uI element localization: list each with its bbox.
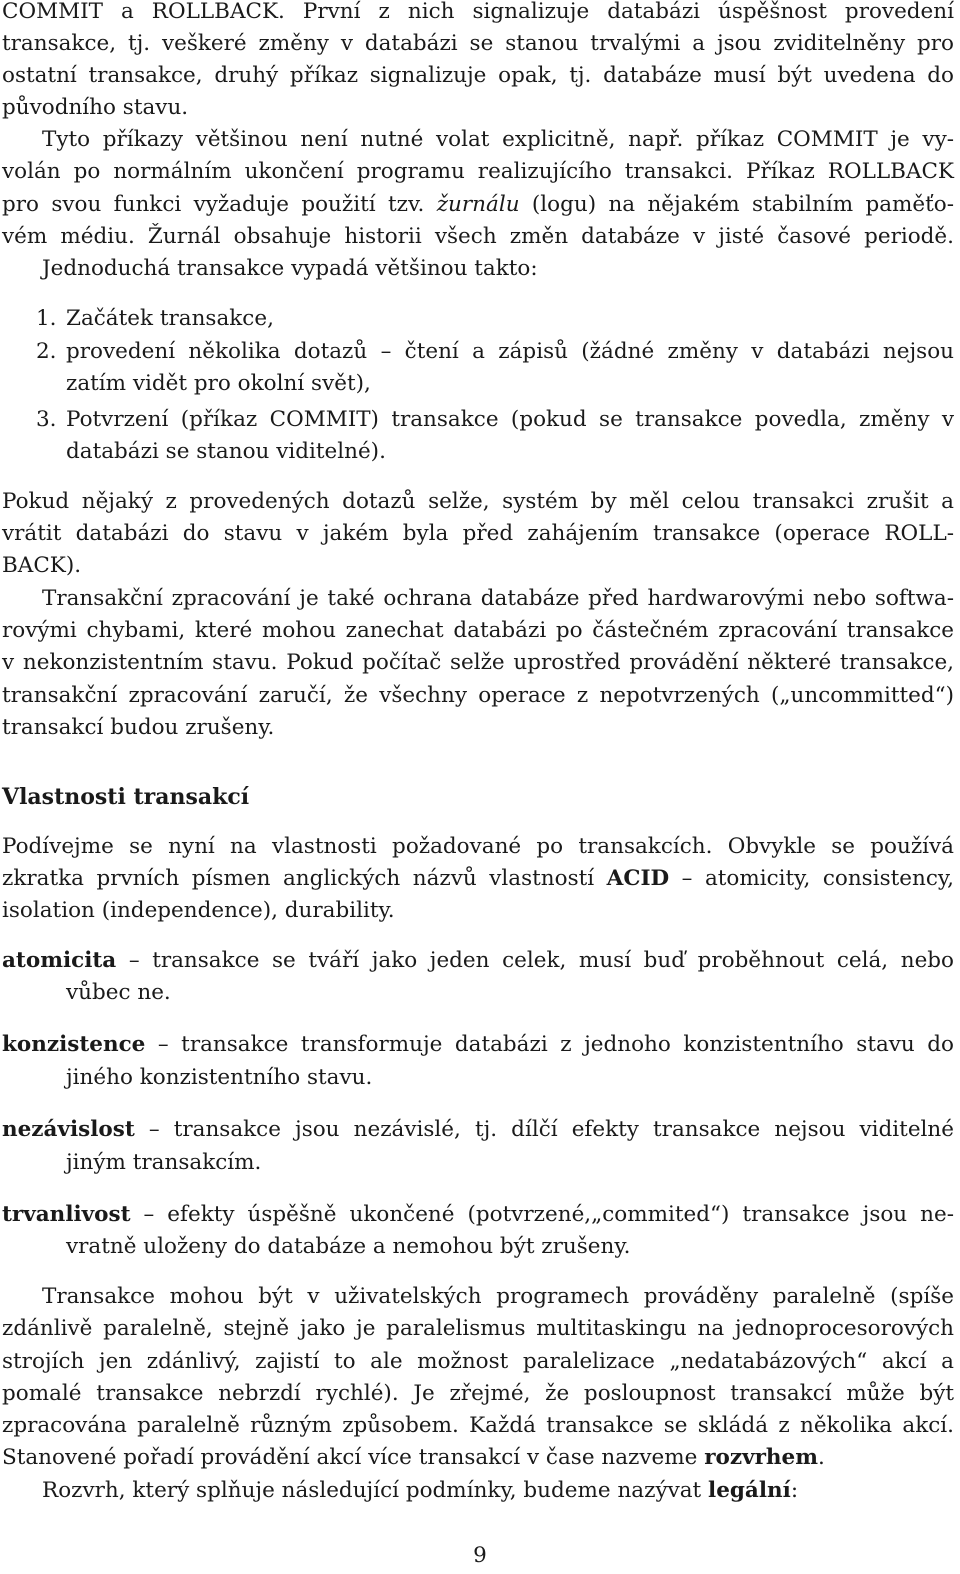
props-line-3: isolation (independence), durability. — [2, 898, 395, 923]
commands-text: pro svou funkci vyžaduje použití tzv. — [2, 192, 437, 217]
step-number: 1. — [36, 306, 57, 331]
parallel-line-1: Transakce mohou být v uživatelských programech prováděny paralelně (spíše — [42, 1284, 954, 1309]
term-legalni: legální — [708, 1478, 791, 1503]
legal-text: Rozvrh, který splňuje následující podmínky, budeme nazývat — [42, 1478, 709, 1503]
property-isolation-cont: jiným transakcím. — [66, 1150, 262, 1175]
emphasis-zurnal: žurnálu — [436, 192, 520, 217]
intro-line-2: transakce, tj. veškeré změny v databázi se stanou trvalými a jsou zviditelněny pro — [2, 31, 954, 56]
legal-text: : — [790, 1478, 799, 1503]
step-3-cont: databázi se stanou viditelné). — [66, 439, 386, 464]
property-durability-cont: vratně uloženy do databáze a nemohou být zrušeny. — [66, 1234, 631, 1259]
commands-line-3 — [2, 189, 954, 221]
legal-line — [42, 1475, 954, 1507]
step-number: 2. — [36, 339, 57, 364]
property-desc: – efekty úspěšně ukončené (potvrzené,„commited“) transakce jsou ne- — [130, 1202, 954, 1227]
commands-line-4: vém médiu. Žurnál obsahuje historii všech změn databáze v jisté časové periodě. — [2, 224, 954, 249]
protect-line-3: v nekonzistentním stavu. Pokud počítač selže uprostřed provádění některé transakce, — [2, 650, 954, 675]
fail-line-1: Pokud nějaký z provedených dotazů selže, systém by měl celou transakci zrušit a — [2, 489, 954, 514]
property-atomicity-cont: vůbec ne. — [66, 980, 171, 1005]
simple-transaction-intro: Jednoduchá transakce vypadá většinou takto: — [42, 256, 538, 281]
fail-line-2: vrátit databázi do stavu v jakém byla před zahájením transakce (operace ROLL- — [2, 521, 954, 546]
property-durability — [2, 1199, 954, 1231]
property-consistency-cont: jiného konzistentního stavu. — [66, 1065, 373, 1090]
step-text: provedení několika dotazů – čtení a zápisů (žádné změny v databázi nejsou — [66, 339, 954, 364]
props-text: zkratka prvních písmen anglických názvů vlastností — [2, 866, 607, 891]
step-text: Začátek transakce, — [66, 306, 274, 331]
term-rozvrh: rozvrhem — [704, 1445, 818, 1470]
protect-line-4: transakční zpracování zaručí, že všechny operace z nepotvrzených („uncommitted“) — [2, 683, 954, 708]
protect-line-5: transakcí budou zrušeny. — [2, 715, 275, 740]
protect-line-2: rovými chybami, které mohou zanechat databázi po částečném zpracování transakce — [2, 618, 954, 643]
parallel-text: Stanovené pořadí provádění akcí více transakcí v čase nazveme — [2, 1445, 705, 1470]
parallel-line-4: pomalé transakce nebrzdí rychlé). Je zřejmé, že posloupnost transakcí může být — [2, 1381, 954, 1406]
intro-line-3: ostatní transakce, druhý příkaz signalizuje opak, tj. databáze musí být uvedena do — [2, 63, 954, 88]
property-atomicity — [2, 945, 954, 977]
intro-line-4: původního stavu. — [2, 95, 189, 120]
commands-line-1: Tyto příkazy většinou není nutné volat explicitně, např. příkaz COMMIT je vy- — [42, 127, 954, 152]
step-2-cont: zatím vidět pro okolní svět), — [66, 371, 371, 396]
property-term: nezávislost — [2, 1117, 135, 1142]
step-number: 3. — [36, 407, 57, 432]
property-desc: – transakce transformuje databázi z jednoho konzistentního stavu do — [145, 1032, 954, 1057]
parallel-line-5: zpracována paralelně různým způsobem. Každá transakce se skládá z několika akcí. — [2, 1413, 954, 1438]
props-text: – atomicity, consistency, — [669, 866, 954, 891]
property-desc: – transakce se tváří jako jeden celek, musí buď proběhnout celá, nebo — [116, 948, 954, 973]
page-number: 9 — [473, 1543, 487, 1568]
property-consistency — [2, 1029, 954, 1061]
protect-line-1: Transakční zpracování je také ochrana databáze před hardwarovými nebo softwa- — [42, 586, 954, 611]
parallel-line-6 — [2, 1442, 954, 1474]
parallel-line-3: strojích jen zdánlivý, zajistí to ale možnost paralelizace „nedatabázových“ akcí a — [2, 1349, 954, 1374]
commands-text: (logu) na nějakém stabilním paměťo- — [519, 192, 954, 217]
property-term: atomicita — [2, 948, 117, 973]
property-term: trvanlivost — [2, 1202, 131, 1227]
props-line-2 — [2, 863, 954, 895]
fail-line-3: BACK). — [2, 553, 82, 578]
commands-line-2: volán po normálním ukončení programu realizujícího transakci. Příkaz ROLLBACK — [2, 159, 954, 184]
acronym-acid: ACID — [606, 866, 670, 891]
parallel-line-2: zdánlivě paralelně, stejně jako je paralelismus multitaskingu na jednoprocesorových — [2, 1316, 954, 1341]
property-isolation — [2, 1114, 954, 1146]
property-desc: – transakce jsou nezávislé, tj. dílčí efekty transakce nejsou viditelné — [134, 1117, 954, 1142]
props-line-1: Podívejme se nyní na vlastnosti požadované po transakcích. Obvykle se používá — [2, 834, 954, 859]
parallel-text: . — [817, 1445, 825, 1470]
property-term: konzistence — [2, 1032, 146, 1057]
intro-line-1: COMMIT a ROLLBACK. První z nich signalizuje databázi úspěšnost provedení — [2, 0, 954, 24]
step-text: Potvrzení (příkaz COMMIT) transakce (pokud se transakce povedla, změny v — [66, 407, 954, 432]
section-heading: Vlastnosti transakcí — [2, 784, 250, 810]
